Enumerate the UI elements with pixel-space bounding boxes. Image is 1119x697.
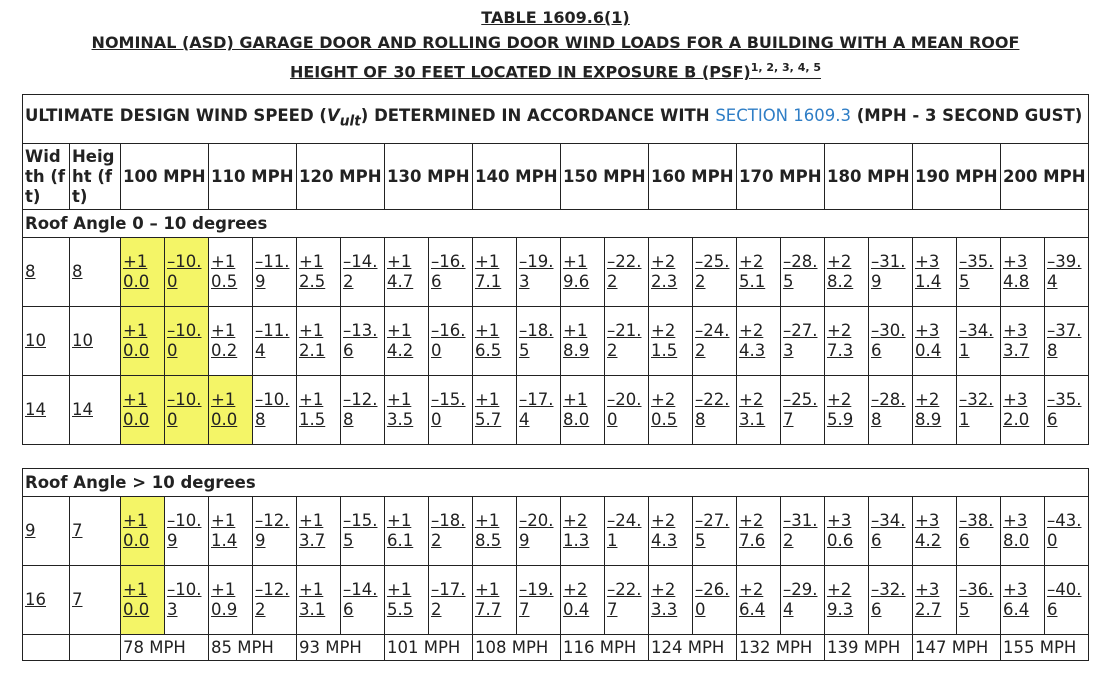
asd-speed-cell: 147 MPH [913, 635, 1001, 661]
load-value-cell[interactable]: –20.0 [605, 376, 649, 445]
header-prefix: ULTIMATE DESIGN WIND SPEED ( [25, 106, 327, 126]
speed-header: 140 MPH [473, 144, 561, 210]
load-value-cell[interactable]: +28.2 [825, 238, 869, 307]
load-value-cell[interactable]: +36.4 [1001, 566, 1045, 635]
load-value-cell[interactable]: –12.9 [253, 497, 297, 566]
load-value-cell[interactable]: +12.5 [297, 238, 341, 307]
table-title-line-1: NOMINAL (ASD) GARAGE DOOR AND ROLLING DOOR WIND LOADS FOR A BUILDING WITH A MEAN ROOF [91, 33, 1020, 52]
asd-speed-cell: 78 MPH [121, 635, 209, 661]
load-value-cell[interactable]: –14.2 [341, 238, 385, 307]
speed-header: 180 MPH [825, 144, 913, 210]
load-value-cell[interactable]: +27.3 [825, 307, 869, 376]
load-value-cell[interactable]: +10.0 [121, 376, 165, 445]
table-title-line-2 [0, 55, 1111, 84]
table-number: TABLE 1609.6(1) [481, 8, 630, 27]
roof-angle-label: Roof Angle > 10 degrees [23, 469, 1089, 497]
load-value-cell[interactable]: +31.4 [913, 238, 957, 307]
speed-header: 200 MPH [1001, 144, 1089, 210]
header-mid: ) DETERMINED IN ACCORDANCE WITH [360, 106, 716, 126]
asd-speed-cell: 101 MPH [385, 635, 473, 661]
load-value-cell[interactable]: +18.9 [561, 307, 605, 376]
load-value-cell[interactable]: –10.3 [165, 566, 209, 635]
load-value-cell[interactable]: +17.1 [473, 238, 517, 307]
table-row [23, 566, 1089, 635]
asd-speed-cell: 116 MPH [561, 635, 649, 661]
load-value-cell[interactable]: –16.0 [429, 307, 473, 376]
load-value-cell[interactable]: +14.7 [385, 238, 429, 307]
table-row [23, 497, 1089, 566]
load-value-cell[interactable]: –21.2 [605, 307, 649, 376]
asd-speed-cell: 93 MPH [297, 635, 385, 661]
load-value-cell[interactable]: +17.7 [473, 566, 517, 635]
load-value-cell[interactable]: –22.7 [605, 566, 649, 635]
load-value-cell[interactable]: +26.4 [737, 566, 781, 635]
empty-cell [23, 635, 70, 661]
load-value-cell[interactable]: –10.0 [165, 376, 209, 445]
load-value-cell[interactable]: +27.6 [737, 497, 781, 566]
load-value-cell[interactable]: +25.9 [825, 376, 869, 445]
load-value-cell[interactable]: –15.5 [341, 497, 385, 566]
load-value-cell[interactable]: –31.9 [869, 238, 913, 307]
load-value-cell[interactable]: –12.8 [341, 376, 385, 445]
load-value-cell[interactable]: +14.2 [385, 307, 429, 376]
load-value-cell[interactable]: –40.6 [1045, 566, 1089, 635]
speed-header-row [23, 95, 1089, 144]
table-row [23, 238, 1089, 307]
asd-speed-cell: 139 MPH [825, 635, 913, 661]
load-value-cell[interactable]: +32.7 [913, 566, 957, 635]
load-value-cell[interactable]: –24.1 [605, 497, 649, 566]
load-value-cell[interactable]: –17.4 [517, 376, 561, 445]
load-value-cell[interactable]: +10.5 [209, 238, 253, 307]
width-cell[interactable]: 8 [23, 238, 70, 307]
footnote-refs: 1, 2, 3, 4, 5 [750, 61, 822, 74]
table-row [23, 376, 1089, 445]
load-value-cell[interactable]: +24.3 [649, 497, 693, 566]
section-spacer [23, 445, 1089, 469]
load-value-cell[interactable]: +10.0 [209, 376, 253, 445]
load-value-cell[interactable]: –25.2 [693, 238, 737, 307]
load-value-cell[interactable]: +10.9 [209, 566, 253, 635]
load-value-cell[interactable]: –30.6 [869, 307, 913, 376]
load-value-cell[interactable]: +13.1 [297, 566, 341, 635]
col-height-header: Height (ft) [70, 144, 121, 210]
load-value-cell[interactable]: –34.1 [957, 307, 1001, 376]
load-value-cell[interactable]: –29.4 [781, 566, 825, 635]
load-value-cell[interactable]: +12.1 [297, 307, 341, 376]
load-value-cell[interactable]: +25.1 [737, 238, 781, 307]
load-value-cell[interactable]: –10.9 [165, 497, 209, 566]
load-value-cell[interactable]: +29.3 [825, 566, 869, 635]
speed-header: 150 MPH [561, 144, 649, 210]
width-cell[interactable]: 9 [23, 497, 70, 566]
speed-header: 100 MPH [121, 144, 209, 210]
load-value-cell[interactable]: +15.5 [385, 566, 429, 635]
height-cell[interactable]: 7 [70, 497, 121, 566]
load-value-cell[interactable]: +28.9 [913, 376, 957, 445]
load-value-cell[interactable]: –28.8 [869, 376, 913, 445]
section-row [23, 469, 1089, 497]
load-value-cell[interactable]: –22.8 [693, 376, 737, 445]
load-value-cell[interactable]: –14.6 [341, 566, 385, 635]
load-value-cell[interactable]: –43.0 [1045, 497, 1089, 566]
load-value-cell[interactable]: –27.3 [781, 307, 825, 376]
speed-header: 130 MPH [385, 144, 473, 210]
roof-angle-label: Roof Angle 0 – 10 degrees [23, 210, 1089, 238]
load-value-cell[interactable]: +10.0 [121, 238, 165, 307]
load-value-cell[interactable]: –35.5 [957, 238, 1001, 307]
load-value-cell[interactable]: +18.0 [561, 376, 605, 445]
col-width-header: Width (ft) [23, 144, 70, 210]
load-value-cell[interactable]: –13.6 [341, 307, 385, 376]
load-value-cell[interactable]: –36.5 [957, 566, 1001, 635]
asd-speed-cell: 124 MPH [649, 635, 737, 661]
load-value-cell[interactable]: +10.2 [209, 307, 253, 376]
height-cell[interactable]: 10 [70, 307, 121, 376]
load-value-cell[interactable]: –10.8 [253, 376, 297, 445]
speed-header: 110 MPH [209, 144, 297, 210]
load-value-cell[interactable]: +10.0 [121, 566, 165, 635]
load-value-cell[interactable]: –27.5 [693, 497, 737, 566]
load-value-cell[interactable]: –22.2 [605, 238, 649, 307]
load-value-cell[interactable]: –38.6 [957, 497, 1001, 566]
header-suffix: (MPH - 3 SECOND GUST) [851, 106, 1083, 126]
width-cell[interactable]: 16 [23, 566, 70, 635]
load-value-cell[interactable]: –31.2 [781, 497, 825, 566]
load-value-cell[interactable]: +13.7 [297, 497, 341, 566]
load-value-cell[interactable]: –11.4 [253, 307, 297, 376]
asd-speed-cell: 108 MPH [473, 635, 561, 661]
asd-speed-row [23, 635, 1089, 661]
load-value-cell[interactable]: +10.0 [121, 307, 165, 376]
load-value-cell[interactable]: –18.2 [429, 497, 473, 566]
load-value-cell[interactable]: +30.4 [913, 307, 957, 376]
load-value-cell[interactable]: +24.3 [737, 307, 781, 376]
load-value-cell[interactable]: –39.4 [1045, 238, 1089, 307]
column-header-row [23, 144, 1089, 210]
load-value-cell[interactable]: +11.5 [297, 376, 341, 445]
section-1609-3-link[interactable]: SECTION 1609.3 [715, 106, 852, 126]
load-value-cell[interactable]: –18.5 [517, 307, 561, 376]
load-value-cell[interactable]: –10.0 [165, 238, 209, 307]
load-value-cell[interactable]: –12.2 [253, 566, 297, 635]
height-cell[interactable]: 8 [70, 238, 121, 307]
table-title-text: HEIGHT OF 30 FEET LOCATED IN EXPOSURE B (PSF) [289, 62, 751, 82]
load-value-cell[interactable]: +13.5 [385, 376, 429, 445]
load-value-cell[interactable]: +15.7 [473, 376, 517, 445]
height-cell[interactable]: 14 [70, 376, 121, 445]
load-value-cell[interactable]: –26.0 [693, 566, 737, 635]
load-value-cell[interactable]: +23.3 [649, 566, 693, 635]
load-value-cell[interactable]: –19.7 [517, 566, 561, 635]
asd-speed-cell: 132 MPH [737, 635, 825, 661]
load-value-cell[interactable]: –11.9 [253, 238, 297, 307]
load-value-cell[interactable]: +33.7 [1001, 307, 1045, 376]
empty-cell [70, 635, 121, 661]
load-value-cell[interactable]: +16.5 [473, 307, 517, 376]
wind-load-table [22, 94, 1089, 661]
height-cell[interactable]: 7 [70, 566, 121, 635]
load-value-cell[interactable]: –20.9 [517, 497, 561, 566]
load-value-cell[interactable]: +21.3 [561, 497, 605, 566]
load-value-cell[interactable]: +20.4 [561, 566, 605, 635]
load-value-cell[interactable]: –32.6 [869, 566, 913, 635]
speed-header: 120 MPH [297, 144, 385, 210]
speed-header: 160 MPH [649, 144, 737, 210]
load-value-cell[interactable]: +21.5 [649, 307, 693, 376]
load-value-cell[interactable]: +16.1 [385, 497, 429, 566]
load-value-cell[interactable]: +34.8 [1001, 238, 1045, 307]
load-value-cell[interactable]: +38.0 [1001, 497, 1045, 566]
wind-speed-header [23, 95, 1089, 144]
load-value-cell[interactable]: –34.6 [869, 497, 913, 566]
width-cell[interactable]: 10 [23, 307, 70, 376]
load-value-cell[interactable]: +34.2 [913, 497, 957, 566]
load-value-cell[interactable]: –19.3 [517, 238, 561, 307]
load-value-cell[interactable]: –28.5 [781, 238, 825, 307]
load-value-cell[interactable]: –32.1 [957, 376, 1001, 445]
load-value-cell[interactable]: +20.5 [649, 376, 693, 445]
load-value-cell[interactable]: –10.0 [165, 307, 209, 376]
asd-speed-cell: 85 MPH [209, 635, 297, 661]
load-value-cell[interactable]: +18.5 [473, 497, 517, 566]
load-value-cell[interactable]: –17.2 [429, 566, 473, 635]
spacer-cell [23, 445, 1089, 469]
load-value-cell[interactable]: –35.6 [1045, 376, 1089, 445]
load-value-cell[interactable]: –25.7 [781, 376, 825, 445]
load-value-cell[interactable]: +22.3 [649, 238, 693, 307]
speed-header: 170 MPH [737, 144, 825, 210]
load-value-cell[interactable]: +32.0 [1001, 376, 1045, 445]
load-value-cell[interactable]: –37.8 [1045, 307, 1089, 376]
load-value-cell[interactable]: –15.0 [429, 376, 473, 445]
speed-header: 190 MPH [913, 144, 1001, 210]
load-value-cell[interactable]: –16.6 [429, 238, 473, 307]
load-value-cell[interactable]: +30.6 [825, 497, 869, 566]
asd-speed-cell: 155 MPH [1001, 635, 1089, 661]
vult-symbol: $V_{ult}$ [326, 106, 361, 130]
load-value-cell[interactable]: +23.1 [737, 376, 781, 445]
section-row [23, 210, 1089, 238]
width-cell[interactable]: 14 [23, 376, 70, 445]
load-value-cell[interactable]: +11.4 [209, 497, 253, 566]
load-value-cell[interactable]: +10.0 [121, 497, 165, 566]
load-value-cell[interactable]: +19.6 [561, 238, 605, 307]
load-value-cell[interactable]: –24.2 [693, 307, 737, 376]
table-row [23, 307, 1089, 376]
